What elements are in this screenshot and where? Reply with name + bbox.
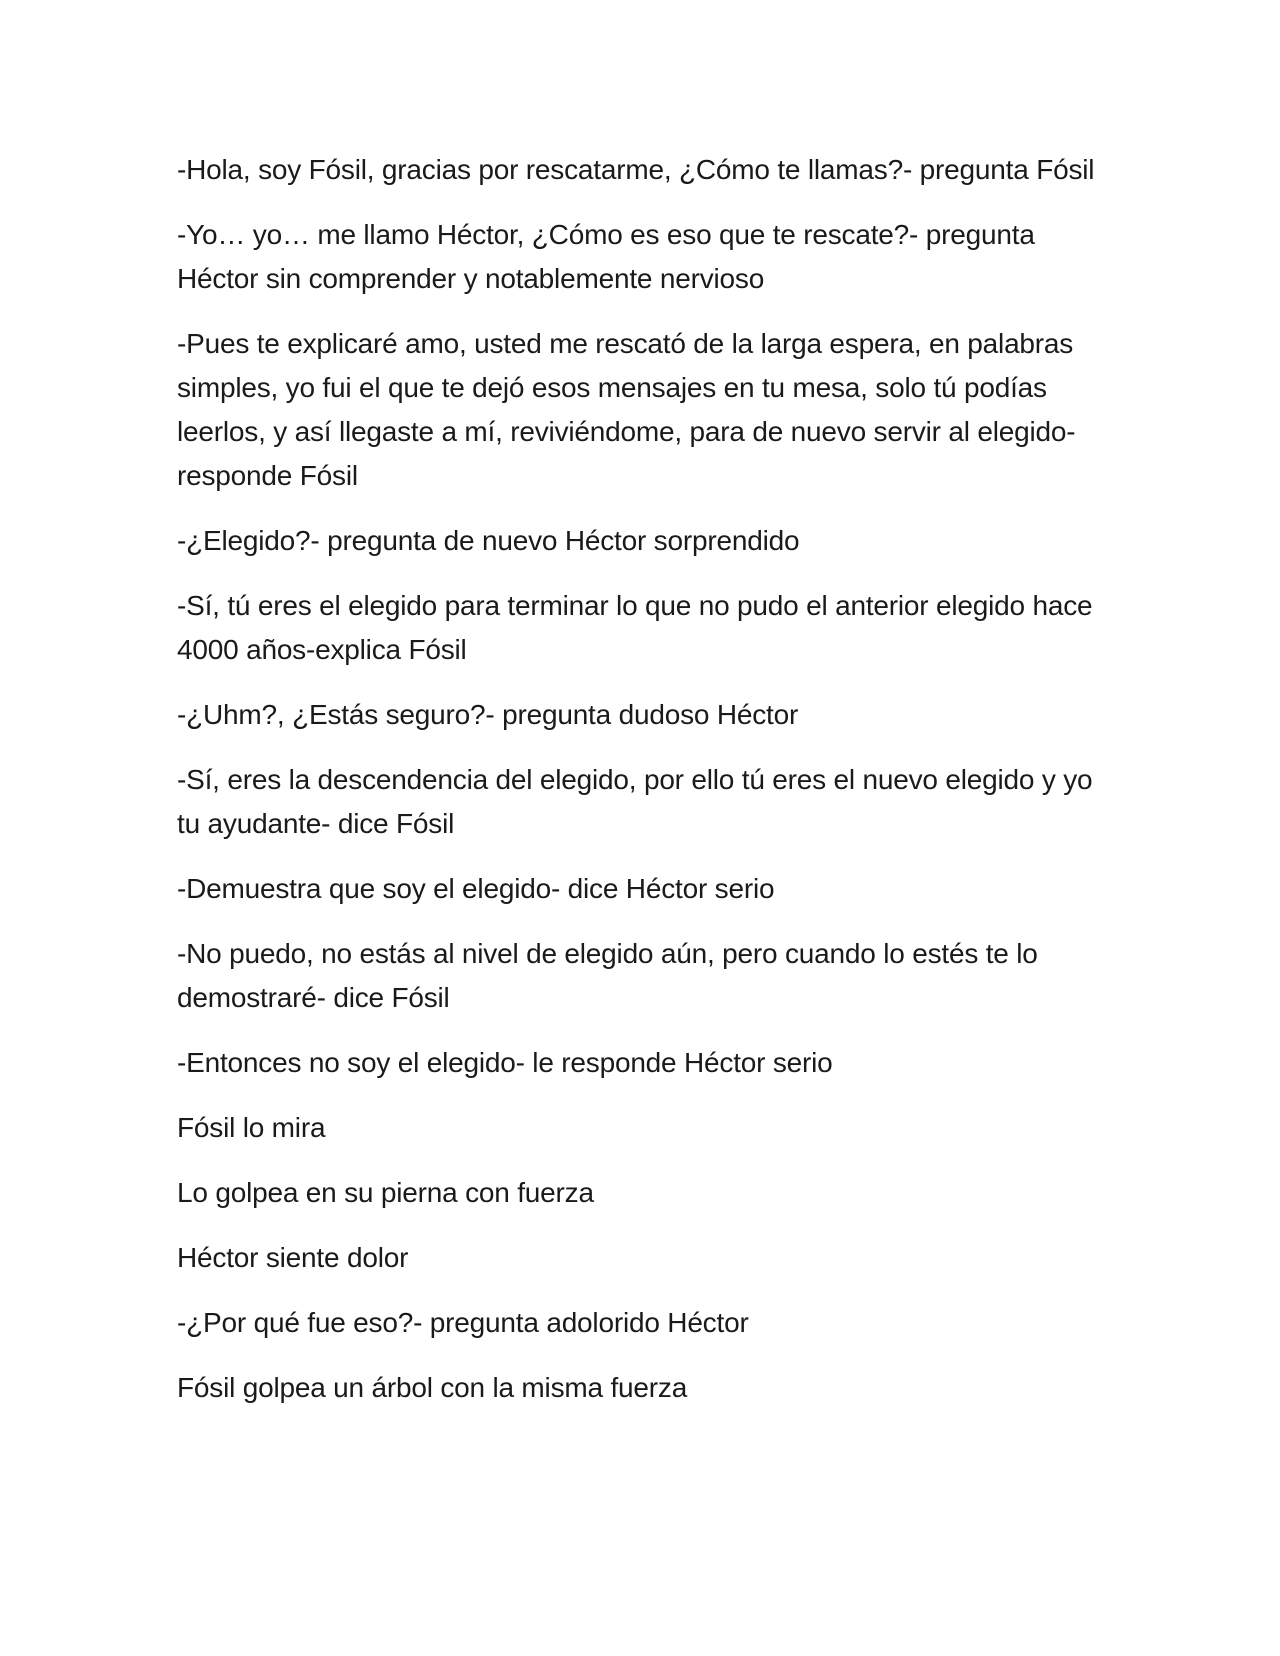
paragraph-1: -Hola, soy Fósil, gracias por rescatarme, ¿Cómo te llamas?- pregunta Fósil xyxy=(177,154,1095,185)
paragraph-3: -Pues te explicaré amo, usted me rescató de la larga espera, en palabras simples, yo fui el que te dejó esos mensajes en tu mesa, solo tú podías leerlos, y así llegaste a mí, reviviéndome, para de nuevo servir al elegido- responde Fósil xyxy=(177,328,1076,491)
paragraph-15: Fósil golpea un árbol con la misma fuerza xyxy=(177,1372,688,1403)
paragraph-7: -Sí, eres la descendencia del elegido, por ello tú eres el nuevo elegido y yo tu ayudante- dice Fósil xyxy=(177,764,1093,839)
paragraph-6: -¿Uhm?, ¿Estás seguro?- pregunta dudoso Héctor xyxy=(177,699,799,730)
paragraph-10: -Entonces no soy el elegido- le responde Héctor serio xyxy=(177,1047,833,1078)
document-body xyxy=(177,148,1112,1431)
paragraph-14: -¿Por qué fue eso?- pregunta adolorido Héctor xyxy=(177,1307,749,1338)
paragraph-13: Héctor siente dolor xyxy=(177,1242,409,1273)
paragraph-12: Lo golpea en su pierna con fuerza xyxy=(177,1177,594,1208)
paragraph-11: Fósil lo mira xyxy=(177,1112,326,1143)
paragraph-4: -¿Elegido?- pregunta de nuevo Héctor sorprendido xyxy=(177,525,800,556)
paragraph-8: -Demuestra que soy el elegido- dice Héctor serio xyxy=(177,873,775,904)
paragraph-9: -No puedo, no estás al nivel de elegido aún, pero cuando lo estés te lo demostraré- dice Fósil xyxy=(177,938,1038,1013)
paragraph-2: -Yo… yo… me llamo Héctor, ¿Cómo es eso que te rescate?- pregunta Héctor sin comprender y notablemente nervioso xyxy=(177,219,1035,294)
paragraph-5: -Sí, tú eres el elegido para terminar lo que no pudo el anterior elegido hace 4000 años-explica Fósil xyxy=(177,590,1093,665)
